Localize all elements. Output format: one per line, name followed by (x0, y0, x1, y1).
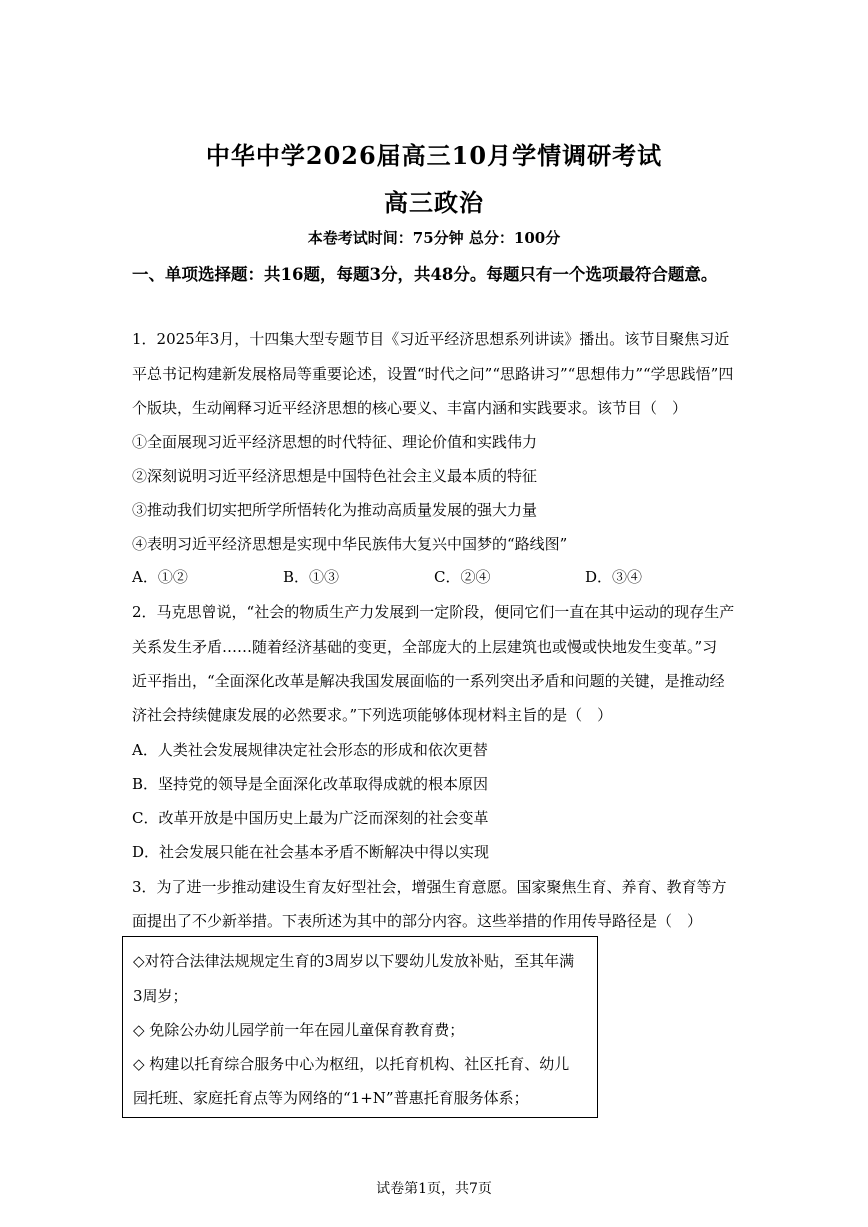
material-line: ◇对符合法律法规规定生育的3周岁以下婴幼儿发放补贴，至其年满 (133, 952, 575, 970)
q2-stem-line: 关系发生矛盾……随着经济基础的变更，全部庞大的上层建筑也或慢或快地发生变革。”习 (132, 638, 718, 656)
q3-stem-line: 3．为了进一步推动建设生育友好型社会，增强生育意愿。国家聚焦生育、养育、教育等方 (132, 878, 727, 896)
q1-choice-c: C．②④ (434, 568, 491, 586)
section-heading: 一、单项选择题：共16题，每题3分，共48分。每题只有一个选项最符合题意。 (132, 265, 718, 284)
q2-option-c: C．改革开放是中国历史上最为广泛而深刻的社会变革 (132, 809, 489, 827)
q3-material-box (122, 936, 598, 1118)
material-line: 3周岁； (133, 987, 188, 1005)
material-line: ◇ 构建以托育综合服务中心为枢纽，以托育机构、社区托育、幼儿 (133, 1055, 570, 1073)
q2-option-d: D．社会发展只能在社会基本矛盾不断解决中得以实现 (132, 843, 490, 861)
q2-stem-line: 2．马克思曾说，“社会的物质生产力发展到一定阶段，便同它们一直在其中运动的现存生产 (132, 603, 735, 621)
q1-choice-b: B．①③ (283, 568, 340, 586)
q1-statement: ②深刻说明习近平经济思想是中国特色社会主义最本质的特征 (132, 467, 538, 485)
q2-stem-line: 济社会持续健康发展的必然要求。”下列选项能够体现材料主旨的是（ ） (132, 706, 613, 724)
q1-choice-d: D．③④ (585, 568, 643, 586)
q1-statement: ①全面展现习近平经济思想的时代特征、理论价值和实践伟力 (132, 433, 538, 451)
q1-stem-line: 个版块，生动阐释习近平经济思想的核心要义、丰富内涵和实践要求。该节目（ ） (132, 399, 688, 417)
exam-title: 中华中学2026届高三10月学情调研考试 (205, 141, 663, 170)
material-line: 园托班、家庭托育点等为网络的“1+N”普惠托育服务体系； (133, 1089, 529, 1107)
q2-option-a: A．人类社会发展规律决定社会形态的形成和依次更替 (132, 741, 488, 759)
subject-title: 高三政治 (384, 188, 484, 217)
q2-option-b: B．坚持党的领导是全面深化改革取得成就的根本原因 (132, 775, 489, 793)
exam-info: 本卷考试时间：75分钟 总分：100分 (307, 229, 561, 247)
q1-statement: ③推动我们切实把所学所悟转化为推动高质量发展的强大力量 (132, 501, 538, 519)
q1-statement: ④表明习近平经济思想是实现中华民族伟大复兴中国梦的“路线图” (132, 535, 568, 553)
q1-choice-a: A．①② (132, 568, 188, 586)
q3-stem-line: 面提出了不少新举措。下表所述为其中的部分内容。这些举措的作用传导路径是（ ） (132, 912, 703, 930)
q1-stem-line: 平总书记构建新发展格局等重要论述，设置“时代之问”“思路讲习”“思想伟力”“学思践悟”四 (132, 365, 734, 383)
material-line: ◇ 免除公办幼儿园学前一年在园儿童保育教育费； (133, 1021, 465, 1039)
q2-stem-line: 近平指出，“全面深化改革是解决我国发展面临的一系列突出矛盾和问题的关键，是推动经 (132, 672, 725, 690)
q1-choices (132, 566, 752, 588)
page-footer: 试卷第1页，共7页 (376, 1181, 492, 1197)
q1-stem-line: 1．2025年3月，十四集大型专题节目《习近平经济思想系列讲读》播出。该节目聚焦习近 (132, 330, 730, 348)
